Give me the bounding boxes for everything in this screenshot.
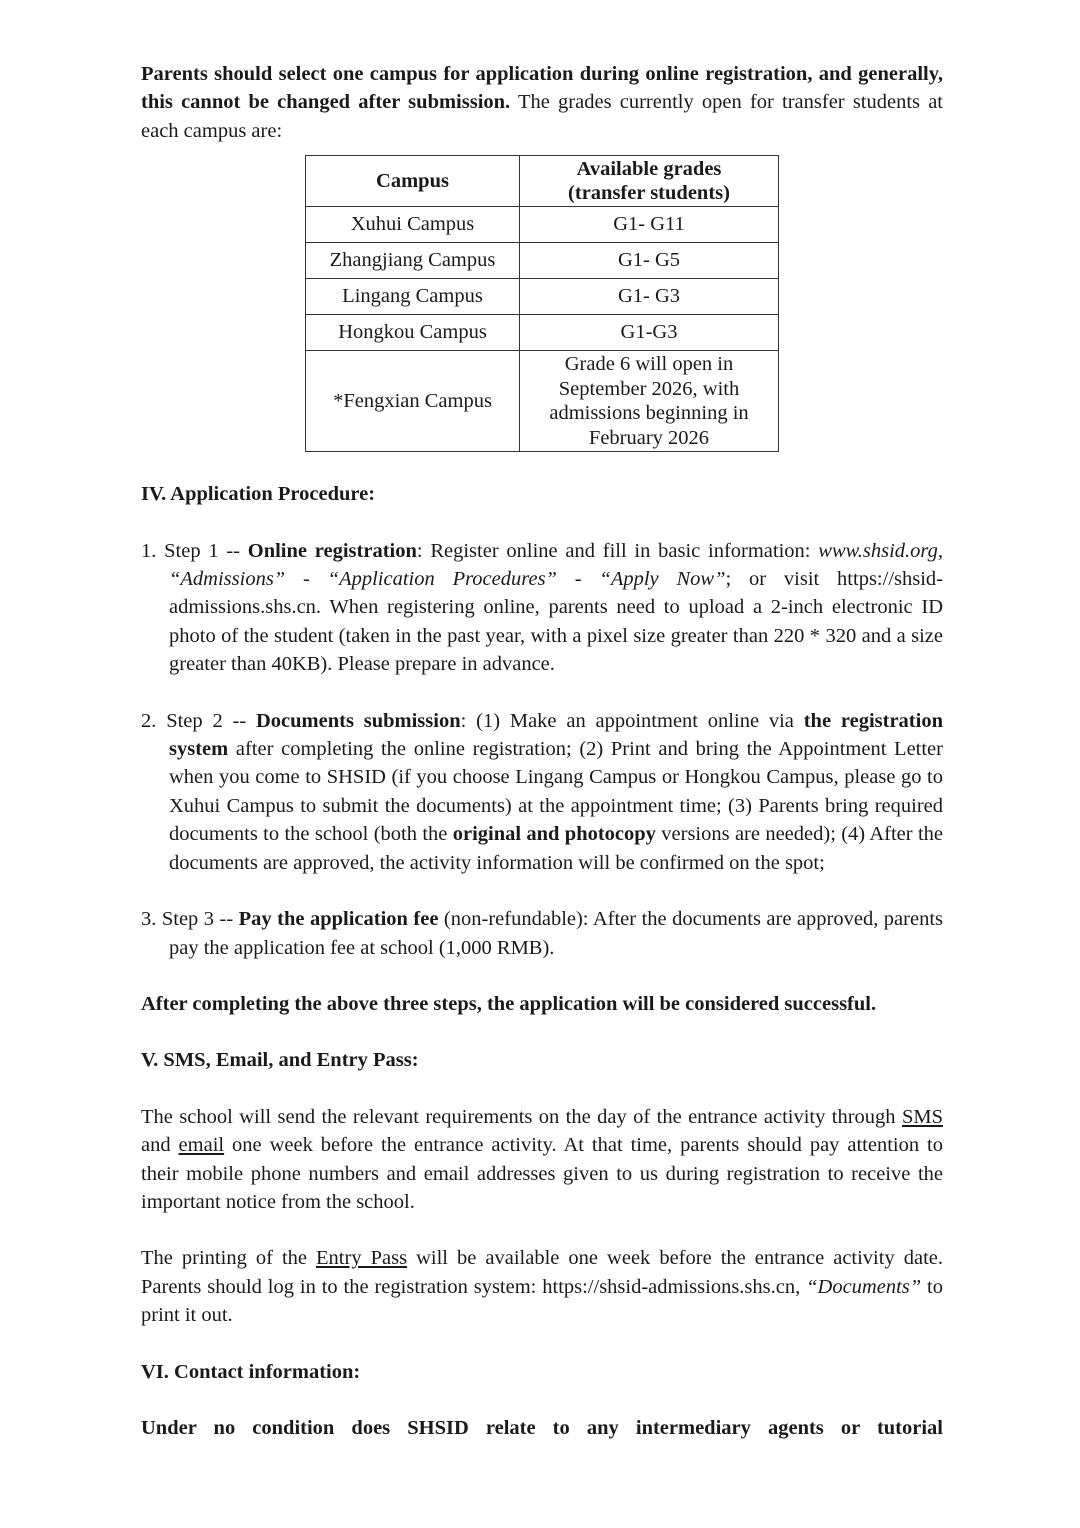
table-row [306,207,779,243]
sms-email-paragraph: The school will send the relevant requirements on the day of the entrance activity through SMS and email one week before the entrance activity. At that time, parents should pay attention to their mobile phone numbers and email addresses given to us during registration to receive the important notice from the school. [141,1105,943,1213]
table-row [306,279,779,315]
intro-bold: Parents should select one campus for application during online registration, and generally, this cannot be changed after submission. [141,63,943,114]
grades-cell: G1- G3 [520,279,779,315]
intro-paragraph [141,60,943,145]
campus-cell: *Fengxian Campus [306,351,520,452]
entry-pass-paragraph: The printing of the Entry Pass will be available one week before the entrance activity date. Parents should log in to the registration system: https://shsid-admissions.shs.cn, “Documents” to print it out. [141,1247,944,1327]
table-row [306,315,779,351]
step-3: 3. Step 3 -- Pay the application fee (non-refundable): After the documents are approved, parents pay the application fee at school (1,000 RMB). [141,908,943,959]
campus-cell: Hongkou Campus [306,315,520,351]
table-row [306,243,779,279]
grades-cell: G1- G11 [520,207,779,243]
campus-cell: Zhangjiang Campus [306,243,520,279]
grades-cell: G1- G5 [520,243,779,279]
grades-cell: G1-G3 [520,315,779,351]
table-row [306,351,779,452]
intro-text: The grades currently open for transfer students at each campus are: [141,91,943,142]
campus-cell: Xuhui Campus [306,207,520,243]
grades-cell: Grade 6 will open in September 2026, with admissions beginning in February 2026 [520,351,779,452]
header-grades: Available grades (transfer students) [520,156,779,207]
section-v-heading: V. SMS, Email, and Entry Pass: [141,1049,419,1072]
section-iv-heading: IV. Application Procedure: [141,483,376,506]
step-1: 1. Step 1 -- Online registration: Register online and fill in basic information: www.shsid.org, “Admissions” - “Application Procedures” - “Apply Now”; or visit https://shsid-admissions.shs.cn. When registering online, parents need to upload a 2-inch electronic ID photo of the student (taken in the past year, with a pixel size greater than 220 * 320 and a size greater than 40KB). Please prepare in advance. [141,539,944,676]
section-vi-heading: VI. Contact information: [141,1360,361,1383]
contact-paragraph: Under no condition does SHSID relate to any intermediary agents or tutorial [141,1416,943,1439]
header-campus: Campus [306,156,520,207]
step-2: 2. Step 2 -- Documents submission: (1) Make an appointment online via the registration system after completing the online registration; (2) Print and bring the Appointment Letter when you come to SHSID (if you choose Lingang Campus or Hongkou Campus, please go to Xuhui Campus to submit the documents) at the appointment time; (3) Parents bring required documents to the school (both the original and photocopy versions are needed); (4) After the documents are approved, the activity information will be confirmed on the spot; [141,709,943,874]
document-page [141,60,943,1442]
conclusion: After completing the above three steps, the application will be considered successful. [141,992,877,1015]
campus-cell: Lingang Campus [306,279,520,315]
campus-table [305,155,779,452]
table-header-row [306,156,779,207]
